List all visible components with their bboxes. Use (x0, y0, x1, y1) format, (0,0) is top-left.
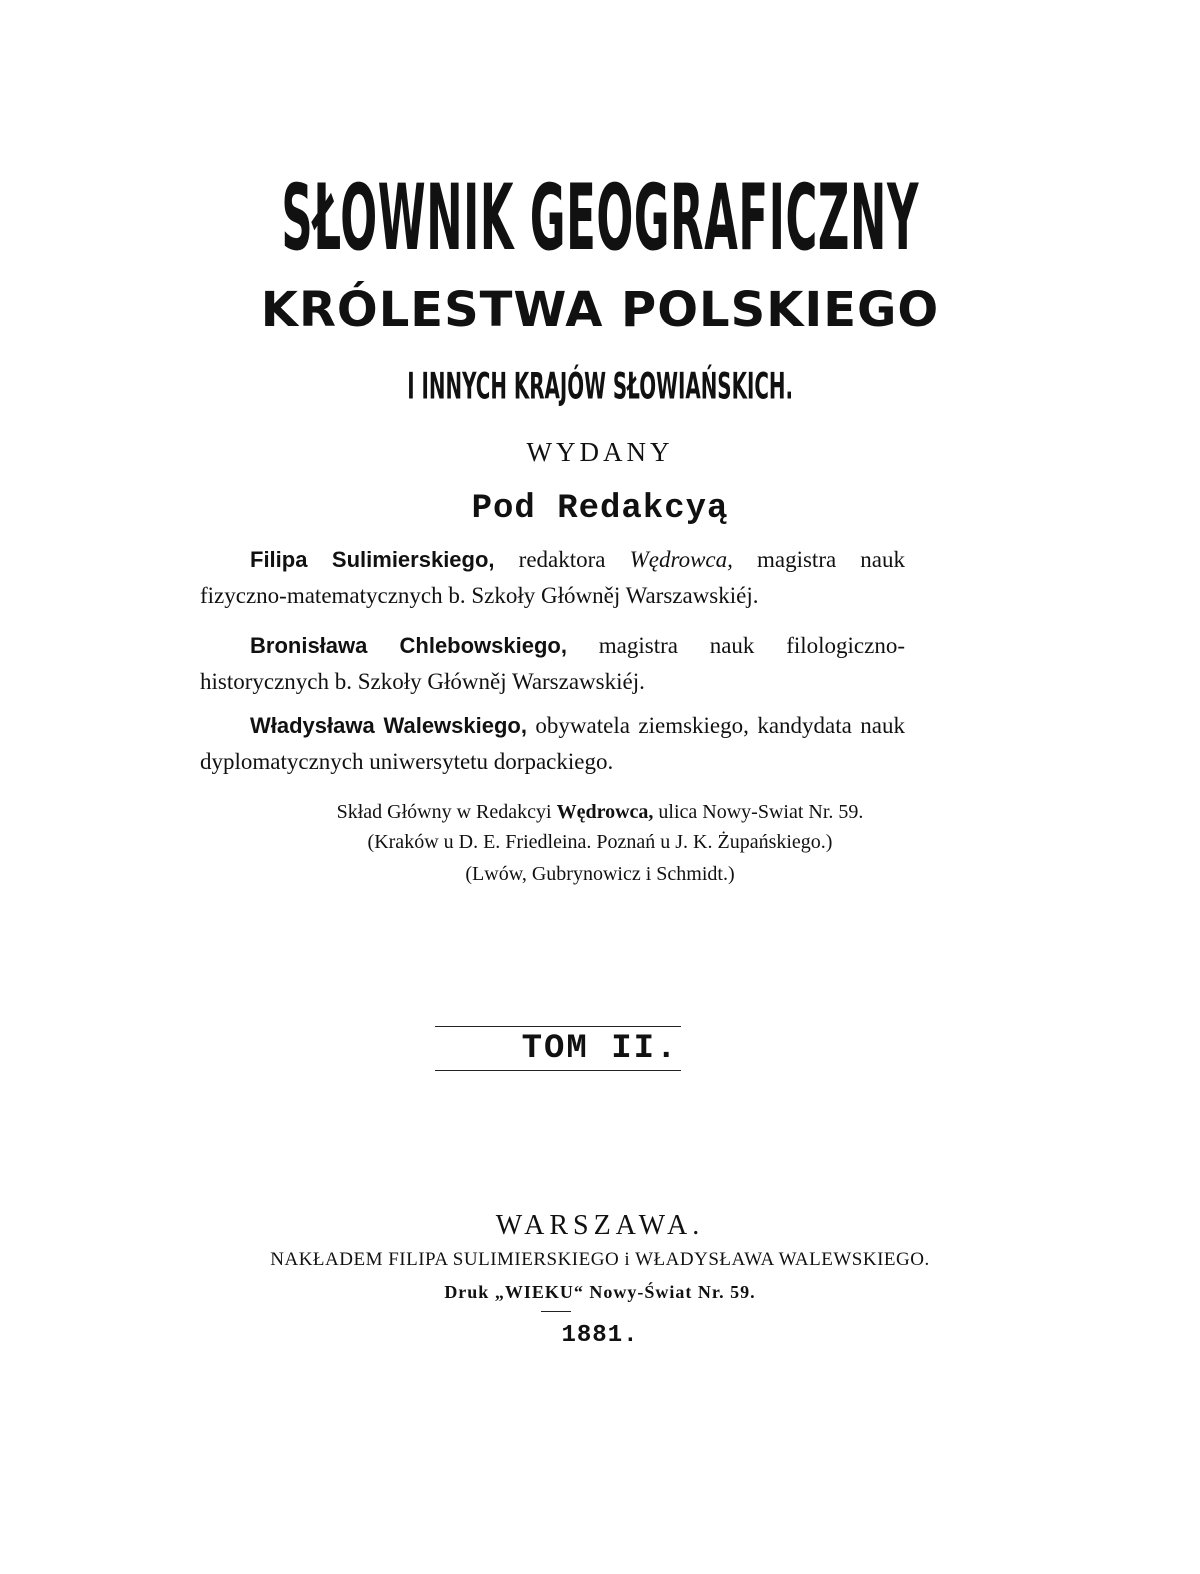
editor-name: Władysława Walewskiego, (250, 713, 527, 738)
volume-rule-bottom (435, 1070, 681, 1071)
published-label: WYDANY (526, 437, 674, 467)
main-title (0, 164, 1200, 272)
depot-text: Skład Główny w Redakcyi (336, 801, 557, 823)
imprint-divider (541, 1311, 571, 1312)
imprint-year: 1881. (561, 1322, 639, 1349)
depot-journal: Wędrowca, (556, 801, 654, 823)
editor-name: Filipa Sulimierskiego, (250, 547, 495, 572)
editor-description: magistra nauk filologiczno-historycznych b. Szkoły Główněj Warszawskiéj. (200, 633, 906, 694)
main-depot-line (0, 796, 1200, 828)
editorship-label: Pod Redakcyą (471, 490, 729, 528)
agents-lwow: (Lwów, Gubrynowicz i Schmidt.) (465, 863, 735, 885)
editor-description: obywatela ziemskiego, kandydata nauk dyplomatycznych uniwersytetu dorpackiego. (200, 713, 905, 774)
imprint-city: WARSZAWA. (495, 1210, 705, 1241)
depot-address: ulica Nowy-Swiat Nr. 59. (653, 801, 864, 823)
agents-krakow-poznan: (Kraków u D. E. Friedleina. Poznań u J. K. Żupańskiego.) (367, 831, 833, 853)
editor-entry-3 (200, 708, 905, 780)
subtitle: KRÓLESTWA POLSKIEGO (260, 282, 940, 338)
volume-rule-top (435, 1026, 681, 1027)
editor-entry-2 (200, 628, 905, 700)
imprint-printer: Druk „WIEKU“ Nowy-Świat Nr. 59. (444, 1282, 756, 1302)
imprint-publisher: NAKŁADEM FILIPA SULIMIERSKIEGO i WŁADYSŁAWA WALEWSKIEGO. (270, 1249, 930, 1270)
volume-number: TOM II. (521, 1030, 679, 1068)
main-title-text: SŁOWNIK GEOGRAFICZNY (281, 164, 919, 272)
editor-name: Bronisława Chlebowskiego, (250, 633, 567, 658)
subtitle-secondary (0, 362, 1200, 410)
journal-title: Wędrowca, (629, 547, 733, 572)
editor-entry-1 (200, 542, 905, 614)
subtitle-secondary-text: I INNYCH KRAJÓW SŁOWIAŃSKICH. (407, 364, 793, 408)
editor-description: magistra nauk fizyczno-matematycznych b. Szkoły Główněj Warszawskiéj. (200, 547, 905, 608)
editor-description: redaktora (494, 547, 630, 572)
